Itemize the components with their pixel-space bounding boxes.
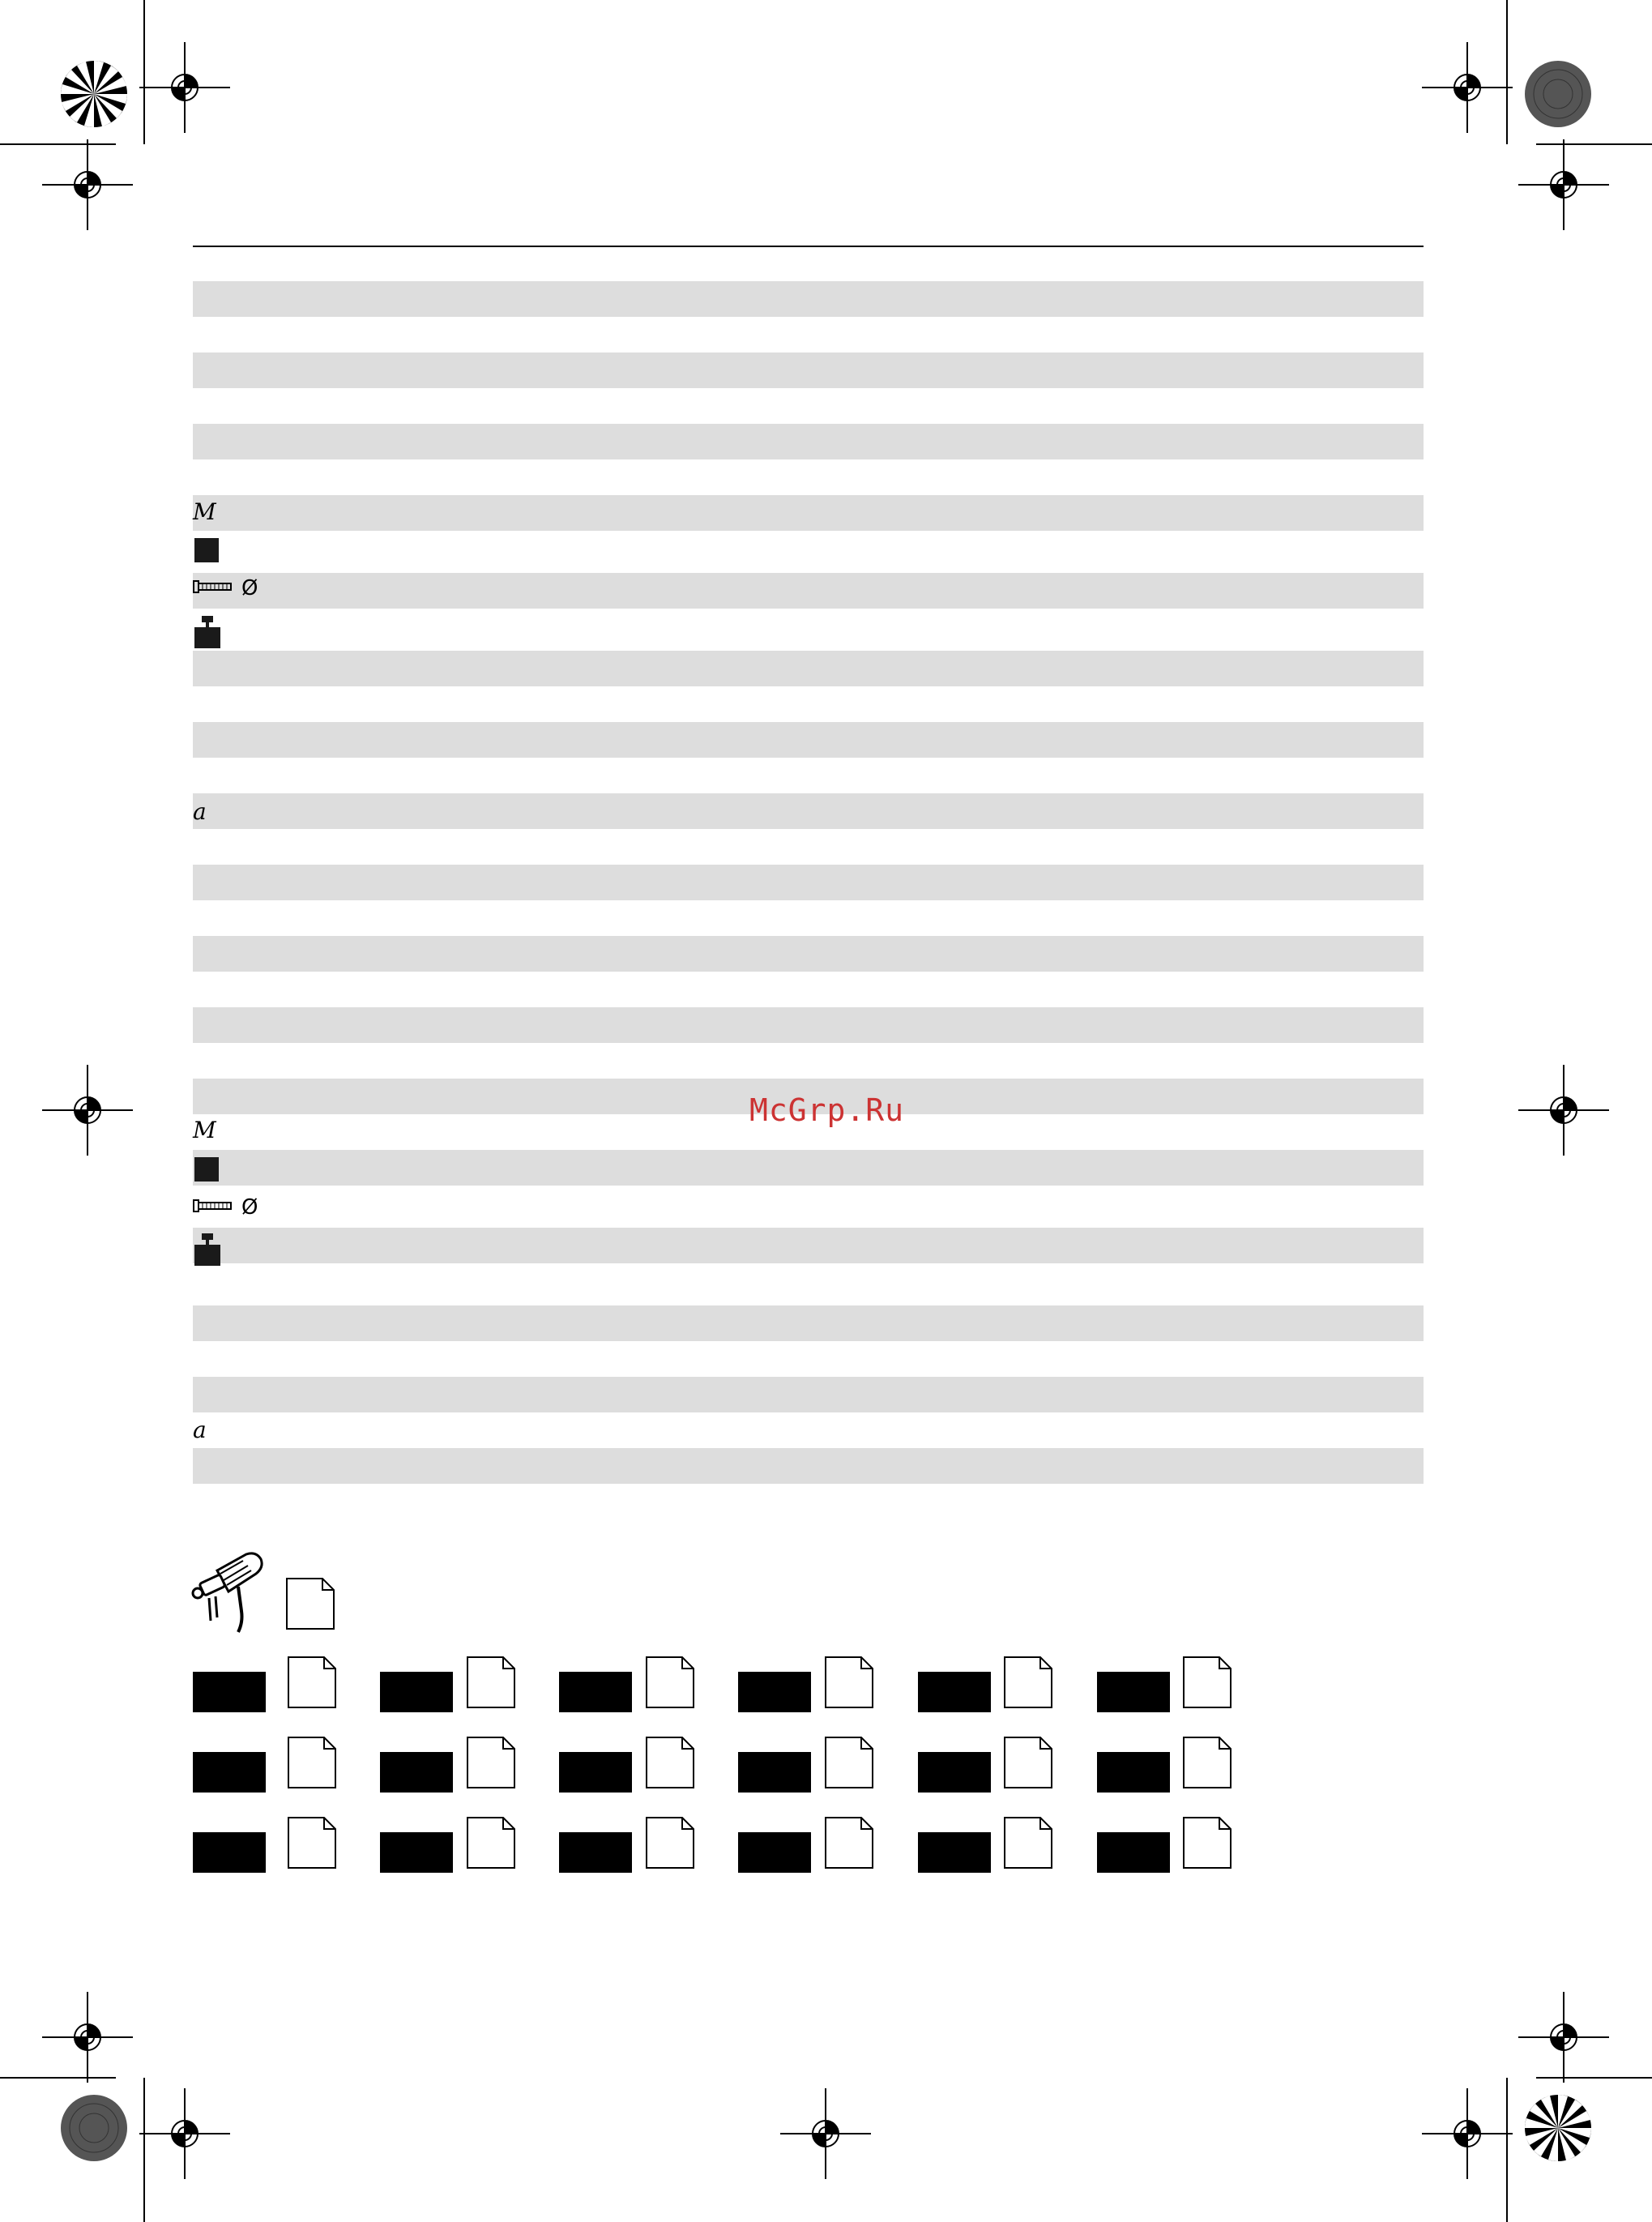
registration-crosshair-icon <box>1422 2088 1513 2179</box>
diameter-symbol: Ø <box>241 1195 258 1220</box>
registration-crosshair-icon <box>42 1992 133 2083</box>
torque-symbol: M <box>193 1117 216 1143</box>
registration-crosshair-icon <box>42 1065 133 1156</box>
diameter-symbol: Ø <box>241 576 258 600</box>
registration-crosshair-icon <box>1422 42 1513 133</box>
registration-crosshair-icon <box>1518 1065 1609 1156</box>
grey-target-icon <box>61 2095 127 2161</box>
torque-symbol: M <box>193 498 216 525</box>
starburst-target-icon <box>61 61 127 127</box>
vibration-symbol: a <box>193 798 207 825</box>
vibration-symbol: a <box>193 1417 207 1443</box>
starburst-target-icon <box>1525 2095 1591 2161</box>
grey-target-icon <box>1525 61 1591 127</box>
registration-crosshair-icon <box>42 139 133 230</box>
registration-crosshair-icon <box>139 42 230 133</box>
registration-crosshair-icon <box>1518 139 1609 230</box>
watermark: McGrp.Ru <box>749 1092 905 1128</box>
registration-crosshair-icon <box>139 2088 230 2179</box>
registration-crosshair-icon <box>1518 1992 1609 2083</box>
registration-crosshair-icon <box>780 2088 871 2179</box>
